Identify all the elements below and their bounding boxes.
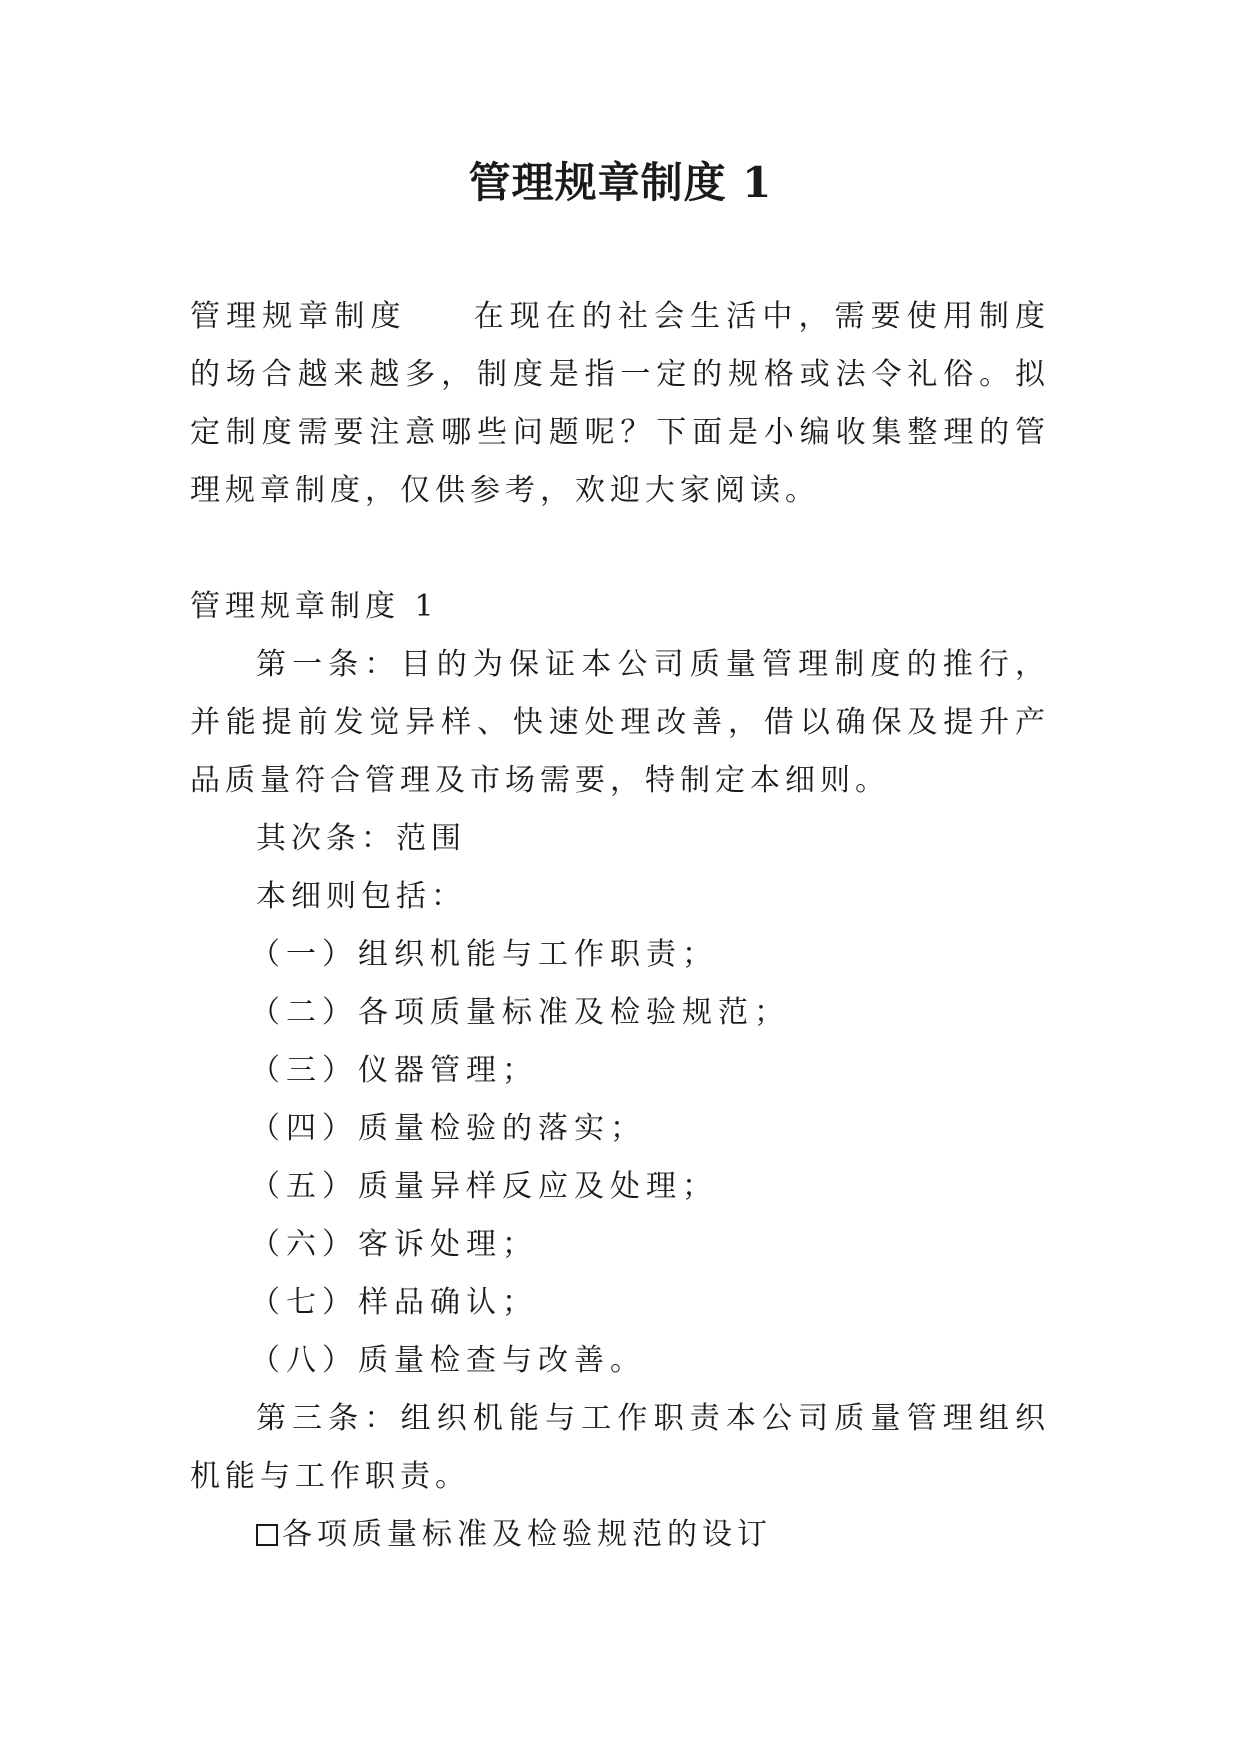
checkbox-line (190, 1506, 1050, 1564)
document-body (190, 288, 1050, 1564)
intro-text: 在现在的社会生活中，需要使用制度的场合越来越多，制度是指一定的规格或法令礼俗。拟定制度需要注意哪些问题呢？下面是小编收集整理的管理规章制度，仅供参考，欢迎大家阅读。 (190, 299, 1051, 508)
article-1: 第一条：目的为保证本公司质量管理制度的推行，并能提前发觉异样、快速处理改善，借以确保及提升产品质量符合管理及市场需要，特制定本细则。 (190, 647, 1050, 798)
intro-lead: 管理规章制度 (190, 299, 407, 334)
scope-item: （一）组织机能与工作职责； (250, 937, 718, 972)
scope-item: （八）质量检查与改善。 (250, 1343, 646, 1378)
document-title: 管理规章制度 1 (468, 158, 773, 207)
intro-paragraph (190, 288, 1050, 520)
scope-item: （五）质量异样反应及处理； (250, 1169, 718, 1204)
scope-item: （七）样品确认； (250, 1285, 538, 1320)
scope-intro: 本细则包括： (256, 879, 466, 914)
article-3: 第三条：组织机能与工作职责本公司质量管理组织机能与工作职责。 (190, 1401, 1050, 1494)
scope-item: （三）仪器管理； (250, 1053, 538, 1088)
scope-item: （六）客诉处理； (250, 1227, 538, 1262)
section-heading: 管理规章制度 1 (190, 589, 439, 624)
scope-item: （二）各项质量标准及检验规范； (250, 995, 790, 1030)
paragraph-spacer (190, 520, 1050, 578)
article-2-title: 其次条：范围 (256, 821, 466, 856)
checkbox-icon (256, 1524, 278, 1546)
scope-item: （四）质量检验的落实； (250, 1111, 646, 1146)
checkbox-line-text: 各项质量标准及检验规范的设订 (282, 1517, 772, 1552)
